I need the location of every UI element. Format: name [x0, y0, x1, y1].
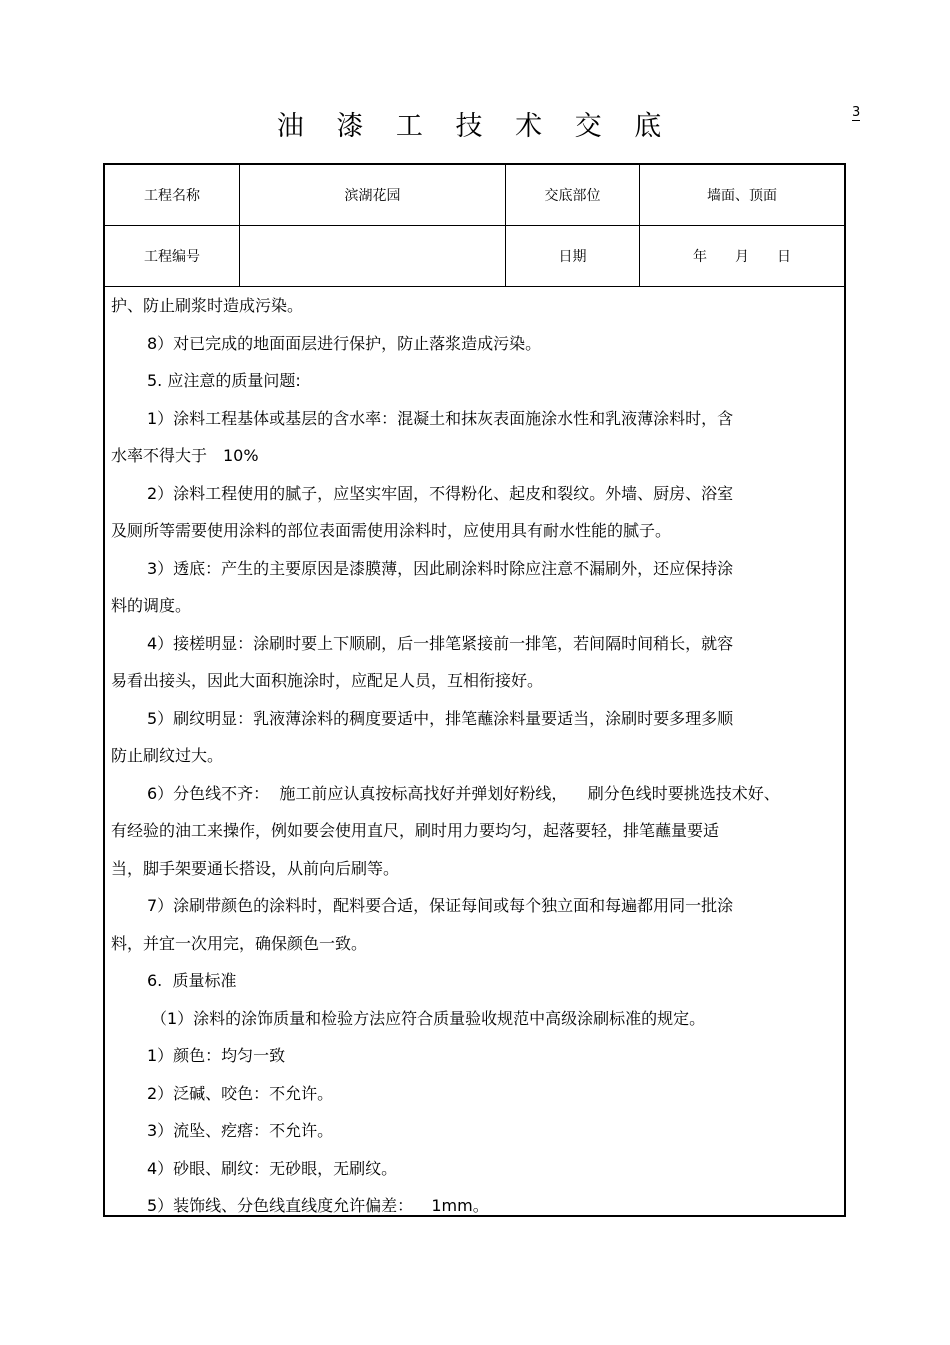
- content-line: 1）颜色：均匀一致: [147, 1046, 286, 1065]
- content-line: 3）流坠、疙瘩：不允许。: [147, 1121, 334, 1140]
- content-line: 1）涂料工程基体或基层的含水率：混凝土和抹灰表面施涂水性和乳液薄涂料时，含: [147, 408, 734, 428]
- content-line: 4）砂眼、刷纹：无砂眼，无刷纹。: [147, 1158, 398, 1178]
- content-line: 7）涂刷带颜色的涂料时，配料要合适，保证每间或每个独立面和每遍都用同一批涂: [147, 896, 734, 915]
- content-line: 2）涂料工程使用的腻子，应坚实牢固，不得粉化、起皮和裂纹。外墙、厨房、浴室: [147, 483, 734, 503]
- date-label: 日期: [506, 226, 640, 287]
- page-number: 3: [852, 105, 861, 120]
- page-title: 油 漆 工 技 术 交 底: [276, 111, 674, 142]
- project-no-label: 工程编号: [105, 226, 240, 287]
- content-line: 5）刷纹明显：乳液薄涂料的稠度要适中，排笔蘸涂料量要适当，涂刷时要多理多顺: [147, 708, 734, 728]
- header-row-1: [105, 165, 844, 226]
- project-name-value: 滨湖花园: [240, 165, 506, 226]
- content-line: 易看出接头，因此大面积施涂时，应配足人员，互相衔接好。: [111, 671, 544, 690]
- header-table: [105, 165, 844, 287]
- project-no-value: [240, 226, 506, 287]
- content-line: 4）接槎明显：涂刷时要上下顺刷，后一排笔紧接前一排笔，若间隔时间稍长，就容: [147, 633, 734, 653]
- content-line: 料的调度。: [111, 596, 192, 615]
- document-frame: [103, 163, 846, 1217]
- content-line: （1）涂料的涂饰质量和检验方法应符合质量验收规范中高级涂刷标准的规定。: [151, 1008, 706, 1028]
- content-line: 及厕所等需要使用涂料的部位表面需使用涂料时，应使用具有耐水性能的腻子。: [111, 521, 672, 540]
- content-line: 2）泛碱、咬色：不允许。: [147, 1083, 334, 1103]
- content-line: 水率不得大于 10%: [111, 446, 259, 465]
- content-line: 5）装饰线、分色线直线度允许偏差： 1mm。: [147, 1196, 489, 1215]
- content-line: 6）分色线不齐： 施工前应认真按标高找好并弹划好粉线， 刷分色线时要挑选技术好、: [147, 783, 780, 803]
- content-line: 当，脚手架要通长搭设，从前向后刷等。: [111, 858, 400, 878]
- content-line: 防止刷纹过大。: [111, 746, 224, 765]
- content-line: 护、防止刷浆时造成污染。: [111, 296, 304, 315]
- location-value: 墙面、顶面: [640, 165, 845, 226]
- content-line: 料，并宜一次用完，确保颜色一致。: [111, 933, 368, 953]
- content-body: [111, 287, 839, 1225]
- location-label: 交底部位: [506, 165, 640, 226]
- content-line: 5. 应注意的质量问题:: [147, 371, 301, 390]
- project-name-label: 工程名称: [105, 165, 240, 226]
- content-line: 8）对已完成的地面面层进行保护，防止落浆造成污染。: [147, 333, 542, 353]
- content-line: 6. 质量标准: [147, 971, 237, 990]
- date-value: 年 月 日: [640, 226, 845, 287]
- header-row-2: [105, 226, 844, 287]
- content-line: 有经验的油工来操作，例如要会使用直尺，刷时用力要均匀，起落要轻，排笔蘸量要适: [111, 821, 720, 840]
- content-line: 3）透底：产生的主要原因是漆膜薄，因此刷涂料时除应注意不漏刷外，还应保持涂: [147, 558, 734, 578]
